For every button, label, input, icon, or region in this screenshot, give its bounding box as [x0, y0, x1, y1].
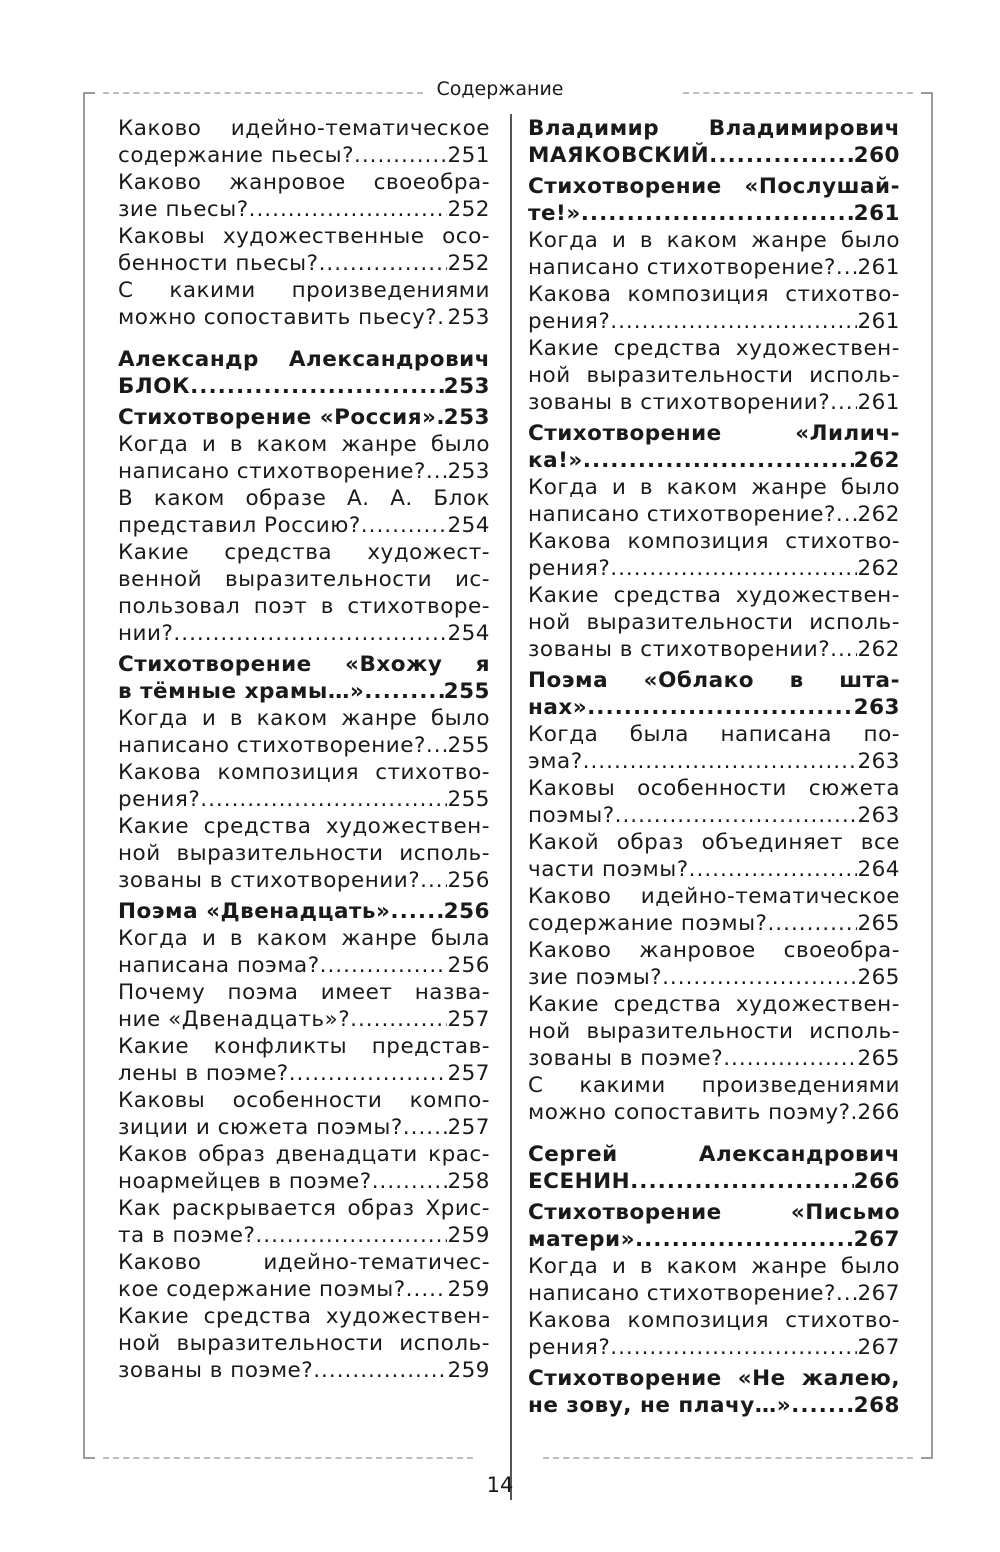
toc-entry-line: Почему поэма имеет назва- — [118, 980, 490, 1005]
toc-entry-text: зиции и сюжета поэмы? — [118, 1115, 403, 1140]
toc-entry-last-line — [528, 1280, 900, 1307]
toc-entry-last-line — [118, 898, 490, 925]
toc-question-entry — [118, 813, 490, 894]
dot-leader — [319, 250, 448, 277]
toc-entry-line: Каковы особенности сюжета — [528, 776, 900, 801]
dot-leader — [406, 1276, 448, 1303]
toc-work-entry — [118, 404, 490, 431]
dot-leader — [635, 1226, 854, 1253]
toc-page-number: 252 — [447, 251, 490, 276]
toc-question-entry — [528, 721, 900, 775]
toc-page-number: 267 — [857, 1335, 900, 1360]
toc-page-number: 266 — [853, 1169, 900, 1194]
dot-leader — [420, 867, 447, 894]
toc-entry-last-line — [118, 952, 490, 979]
toc-page-number: 261 — [853, 201, 900, 226]
toc-question-entry — [528, 775, 900, 829]
toc-work-entry — [528, 173, 900, 227]
toc-entry-line: Какие средства художествен- — [118, 1304, 490, 1329]
toc-entry-text: лены в поэме? — [118, 1061, 289, 1086]
toc-page-number: 253 — [443, 374, 490, 399]
toc-author-entry — [528, 1141, 900, 1195]
toc-entry-line: Какие средства художествен- — [528, 336, 900, 361]
toc-author-entry — [528, 115, 900, 169]
toc-page-number: 262 — [853, 448, 900, 473]
toc-question-entry — [528, 227, 900, 281]
toc-question-entry — [118, 277, 490, 331]
dot-leader — [689, 856, 858, 883]
toc-entry-last-line — [528, 1226, 900, 1253]
toc-entry-text: в тёмные храмы…» — [118, 679, 365, 704]
toc-page-number: 256 — [443, 899, 490, 924]
toc-entry-text: МАЯКОВСКИЙ — [528, 143, 710, 168]
dot-leader — [361, 512, 448, 539]
dot-leader — [350, 1006, 447, 1033]
toc-question-entry — [118, 705, 490, 759]
toc-question-entry — [118, 115, 490, 169]
toc-entry-line: Когда и в каком жанре было — [118, 706, 490, 731]
toc-page-number: 255 — [443, 679, 490, 704]
toc-question-entry — [528, 883, 900, 937]
dot-leader — [610, 308, 857, 335]
toc-entry-line: Каково жанровое своеобра- — [528, 938, 900, 963]
toc-entry-line: Какие средства художествен- — [528, 583, 900, 608]
toc-entry-text: рения? — [528, 1335, 611, 1360]
toc-entry-line: С какими произведениями — [528, 1073, 900, 1098]
dot-leader — [190, 373, 444, 400]
toc-page-number: 261 — [857, 309, 900, 334]
toc-entry-last-line — [118, 512, 490, 539]
toc-entry-line: Когда и в каком жанре было — [118, 432, 490, 457]
dot-leader — [583, 447, 854, 474]
toc-page-number: 259 — [447, 1223, 490, 1248]
toc-entry-last-line — [118, 1168, 490, 1195]
toc-entry-line: Стихотворение «Лилич- — [528, 421, 900, 446]
toc-entry-text: зие поэмы? — [528, 965, 663, 990]
toc-entry-last-line — [118, 142, 490, 169]
toc-entry-last-line — [118, 404, 490, 431]
toc-entry-line: Поэма «Облако в шта- — [528, 668, 900, 693]
toc-question-entry — [118, 1195, 490, 1249]
toc-entry-text: части поэмы? — [528, 857, 689, 882]
toc-page-number: 259 — [447, 1358, 490, 1383]
toc-entry-last-line — [118, 867, 490, 894]
toc-entry-text: написано стихотворение? — [528, 502, 836, 527]
toc-entry-text: зованы в поэме? — [528, 1046, 724, 1071]
toc-page-number: 257 — [447, 1115, 490, 1140]
toc-entry-last-line — [528, 1168, 900, 1195]
toc-entry-last-line — [528, 254, 900, 281]
toc-entry-line: Александр Александрович — [118, 347, 490, 372]
toc-page-number: 254 — [447, 513, 490, 538]
dot-leader — [320, 952, 448, 979]
dot-leader — [173, 620, 447, 647]
dot-leader — [255, 1222, 447, 1249]
toc-entry-text: содержание поэмы? — [528, 911, 768, 936]
toc-entry-last-line — [118, 620, 490, 647]
toc-entry-line: В каком образе А. А. Блок — [118, 486, 490, 511]
toc-entry-line: Когда и в каком жанре было — [528, 475, 900, 500]
dot-leader — [313, 1357, 447, 1384]
toc-author-entry — [118, 346, 490, 400]
toc-page-number: 253 — [447, 305, 490, 330]
toc-entry-last-line — [118, 250, 490, 277]
toc-entry-last-line — [528, 142, 900, 169]
toc-entry-last-line — [528, 447, 900, 474]
toc-entry-line: Какие средства художествен- — [528, 992, 900, 1017]
dot-leader — [426, 458, 448, 485]
toc-entry-last-line — [118, 786, 490, 813]
toc-entry-text: ЕСЕНИН — [528, 1169, 631, 1194]
dot-leader — [426, 732, 448, 759]
toc-entry-text: ка!» — [528, 448, 583, 473]
toc-entry-last-line — [118, 1006, 490, 1033]
toc-entry-line: Когда и в каком жанре была — [118, 926, 490, 951]
toc-entry-text: рения? — [118, 787, 201, 812]
toc-entry-text: Поэма «Двенадцать» — [118, 899, 391, 924]
toc-entry-last-line — [118, 1114, 490, 1141]
toc-entry-text: матери» — [528, 1227, 635, 1252]
toc-entry-last-line — [528, 200, 900, 227]
toc-question-entry — [118, 1141, 490, 1195]
toc-entry-line: Какие средства художествен- — [118, 814, 490, 839]
toc-entry-text: можно сопоставить пьесу? — [118, 305, 438, 330]
dot-leader — [289, 1060, 448, 1087]
dot-leader — [403, 1114, 448, 1141]
toc-entry-text: БЛОК — [118, 374, 191, 399]
toc-question-entry — [528, 937, 900, 991]
toc-entry-line: Каковы художественные осо- — [118, 224, 490, 249]
toc-work-entry — [118, 898, 490, 925]
toc-page-number: 259 — [447, 1277, 490, 1302]
toc-entry-last-line — [118, 678, 490, 705]
toc-entry-text: написано стихотворение? — [528, 255, 836, 280]
toc-page-number: 263 — [857, 803, 900, 828]
dot-leader — [836, 1280, 858, 1307]
toc-entry-last-line — [118, 373, 490, 400]
toc-page-number: 262 — [857, 502, 900, 527]
toc-entry-last-line — [528, 1392, 900, 1419]
dot-leader — [630, 1168, 853, 1195]
toc-page-number: 252 — [447, 197, 490, 222]
toc-question-entry — [118, 223, 490, 277]
toc-page-number: 264 — [857, 857, 900, 882]
toc-entry-text: написано стихотворение? — [118, 459, 426, 484]
toc-question-entry — [528, 474, 900, 528]
dot-leader — [610, 555, 857, 582]
toc-entry-line: Какой образ объединяет все — [528, 830, 900, 855]
toc-page-number: 262 — [857, 637, 900, 662]
toc-entry-last-line — [528, 748, 900, 775]
toc-entry-last-line — [118, 1222, 490, 1249]
dot-leader — [437, 304, 447, 331]
toc-page-number: 255 — [447, 787, 490, 812]
toc-entry-line: Стихотворение «Вхожу я — [118, 652, 490, 677]
toc-entry-last-line — [528, 555, 900, 582]
toc-entry-text: написано стихотворение? — [118, 733, 426, 758]
toc-entry-text: рения? — [528, 556, 611, 581]
toc-entry-last-line — [118, 458, 490, 485]
toc-page-number: 263 — [857, 749, 900, 774]
toc-entry-text: рения? — [528, 309, 611, 334]
dot-leader — [830, 636, 857, 663]
toc-page-number: 262 — [857, 556, 900, 581]
toc-question-entry — [528, 1307, 900, 1361]
dot-leader — [581, 200, 854, 227]
toc-question-entry — [528, 281, 900, 335]
toc-entry-line: Когда и в каком жанре было — [528, 1254, 900, 1279]
toc-question-entry — [118, 1249, 490, 1303]
toc-question-entry — [528, 829, 900, 883]
toc-page-number: 255 — [447, 733, 490, 758]
toc-entry-text: эма? — [528, 749, 583, 774]
dot-leader — [583, 748, 858, 775]
toc-question-entry — [118, 539, 490, 647]
toc-work-entry — [118, 651, 490, 705]
toc-entry-text: можно сопоставить поэму? — [528, 1100, 851, 1125]
dot-leader — [372, 1168, 448, 1195]
dot-leader — [364, 678, 443, 705]
toc-entry-last-line — [528, 1045, 900, 1072]
toc-entry-last-line — [528, 1334, 900, 1361]
toc-entry-line: Стихотворение «Не жалею, — [528, 1366, 900, 1391]
toc-entry-line: Какие конфликты представ- — [118, 1034, 490, 1059]
toc-page-number: 261 — [857, 390, 900, 415]
toc-entry-line: ной выразительности исполь- — [118, 841, 490, 866]
toc-entry-text: содержание пьесы? — [118, 143, 355, 168]
dot-leader — [851, 1099, 858, 1126]
toc-question-entry — [118, 1087, 490, 1141]
toc-page-number: 257 — [447, 1007, 490, 1032]
toc-entry-line: ной выразительности исполь- — [528, 1019, 900, 1044]
dot-leader — [200, 786, 447, 813]
toc-question-entry — [118, 979, 490, 1033]
toc-entry-last-line — [118, 1357, 490, 1384]
toc-entry-last-line — [528, 308, 900, 335]
toc-page-number: 265 — [857, 1046, 900, 1071]
toc-page-number: 258 — [447, 1169, 490, 1194]
toc-entry-line: Какова композиция стихотво- — [528, 282, 900, 307]
toc-page-number: 267 — [857, 1281, 900, 1306]
dot-leader — [662, 964, 857, 991]
toc-entry-last-line — [118, 1276, 490, 1303]
dot-leader — [436, 404, 443, 431]
toc-entry-text: те!» — [528, 201, 581, 226]
toc-entry-text: ноармейцев в поэме? — [118, 1169, 372, 1194]
toc-entry-line: Какова композиция стихотво- — [528, 529, 900, 554]
toc-question-entry — [528, 528, 900, 582]
toc-entry-last-line — [528, 636, 900, 663]
toc-page-number: 251 — [447, 143, 490, 168]
toc-question-entry — [528, 1253, 900, 1307]
dot-leader — [767, 910, 857, 937]
toc-entry-text: нах» — [528, 695, 588, 720]
toc-question-entry — [118, 169, 490, 223]
toc-entry-text: ние «Двенадцать»? — [118, 1007, 351, 1032]
toc-entry-line: Каково идейно-тематичес- — [118, 1250, 490, 1275]
toc-entry-line: Каково жанровое своеобра- — [118, 170, 490, 195]
toc-entry-text: та в поэме? — [118, 1223, 256, 1248]
toc-entry-text: зованы в стихотворении? — [528, 637, 831, 662]
toc-entry-text: нии? — [118, 621, 174, 646]
toc-page-number: 265 — [857, 965, 900, 990]
toc-entry-text: написано стихотворение? — [528, 1281, 836, 1306]
toc-entry-line: ной выразительности исполь- — [118, 1331, 490, 1356]
toc-entry-last-line — [118, 196, 490, 223]
toc-page-number: 265 — [857, 911, 900, 936]
toc-page-number: 268 — [853, 1393, 900, 1418]
toc-page-number: 261 — [857, 255, 900, 280]
dot-leader — [390, 898, 443, 925]
dot-leader — [836, 254, 858, 281]
toc-entry-line: ной выразительности исполь- — [528, 363, 900, 388]
dot-leader — [587, 694, 853, 721]
toc-entry-last-line — [528, 802, 900, 829]
toc-entry-last-line — [528, 1099, 900, 1126]
toc-entry-text: поэмы? — [528, 803, 615, 828]
toc-page-number: 263 — [853, 695, 900, 720]
toc-entry-line: Какие средства художест- — [118, 540, 490, 565]
toc-entry-last-line — [528, 910, 900, 937]
dot-leader — [354, 142, 447, 169]
toc-page-number: 253 — [447, 459, 490, 484]
toc-question-entry — [118, 1303, 490, 1384]
dot-leader — [610, 1334, 857, 1361]
toc-question-entry — [528, 1072, 900, 1126]
toc-entry-text: зие пьесы? — [118, 197, 249, 222]
toc-question-entry — [118, 759, 490, 813]
toc-question-entry — [528, 335, 900, 416]
dot-leader — [836, 501, 858, 528]
dot-leader — [709, 142, 853, 169]
toc-entry-line: Каковы особенности компо- — [118, 1088, 490, 1113]
toc-entry-last-line — [118, 732, 490, 759]
toc-entry-text: зованы в стихотворении? — [528, 390, 831, 415]
toc-entry-text: написана поэма? — [118, 953, 320, 978]
toc-work-entry — [528, 1199, 900, 1253]
toc-work-entry — [528, 420, 900, 474]
toc-page-number: 260 — [853, 143, 900, 168]
toc-entry-line: Какова композиция стихотво- — [528, 1308, 900, 1333]
toc-entry-text: зованы в поэме? — [118, 1358, 314, 1383]
toc-entry-line: венной выразительности ис- — [118, 567, 490, 592]
toc-entry-line: ной выразительности исполь- — [528, 610, 900, 635]
toc-entry-last-line — [528, 964, 900, 991]
toc-entry-text: Стихотворение «Россия» — [118, 405, 437, 430]
toc-page-number: 257 — [447, 1061, 490, 1086]
toc-entry-last-line — [118, 1060, 490, 1087]
dot-leader — [249, 196, 448, 223]
page-number: 14 — [486, 1473, 514, 1497]
dot-leader — [791, 1392, 853, 1419]
toc-page-number: 256 — [447, 868, 490, 893]
toc-entry-line: Когда была написана по- — [528, 722, 900, 747]
toc-page-number: 267 — [853, 1227, 900, 1252]
toc-question-entry — [118, 1033, 490, 1087]
toc-entry-text: кое содержание поэмы? — [118, 1277, 406, 1302]
toc-page-number: 256 — [447, 953, 490, 978]
toc-work-entry — [528, 1365, 900, 1419]
toc-entry-line: С какими произведениями — [118, 278, 490, 303]
toc-question-entry — [528, 991, 900, 1072]
toc-entry-last-line — [528, 856, 900, 883]
toc-question-entry — [118, 431, 490, 485]
toc-entry-line: Когда и в каком жанре было — [528, 228, 900, 253]
toc-entry-text: не зову, не плачу…» — [528, 1393, 792, 1418]
toc-right-column — [528, 115, 900, 1419]
toc-entry-last-line — [528, 694, 900, 721]
toc-work-entry — [528, 667, 900, 721]
toc-entry-line: Владимир Владимирович — [528, 116, 900, 141]
toc-entry-line: Каково идейно-тематическое — [528, 884, 900, 909]
dot-leader — [615, 802, 858, 829]
toc-page-number: 266 — [857, 1100, 900, 1125]
toc-entry-line: Как раскрывается образ Хрис- — [118, 1196, 490, 1221]
toc-entry-line: Сергей Александрович — [528, 1142, 900, 1167]
toc-entry-line: Каков образ двенадцати крас- — [118, 1142, 490, 1167]
toc-entry-last-line — [528, 389, 900, 416]
toc-page-number: 254 — [447, 621, 490, 646]
toc-entry-line: Стихотворение «Письмо — [528, 1200, 900, 1225]
toc-entry-line: Стихотворение «Послушай- — [528, 174, 900, 199]
toc-entry-text: бенности пьесы? — [118, 251, 319, 276]
column-divider — [510, 114, 512, 1500]
running-head: Содержание — [436, 78, 564, 100]
toc-entry-line: Какова композиция стихотво- — [118, 760, 490, 785]
toc-entry-last-line — [118, 304, 490, 331]
toc-page-number: 253 — [443, 405, 490, 430]
toc-entry-text: зованы в стихотворении? — [118, 868, 421, 893]
toc-entry-text: представил Россию? — [118, 513, 361, 538]
toc-entry-last-line — [528, 501, 900, 528]
toc-entry-line: Каково идейно-тематическое — [118, 116, 490, 141]
toc-question-entry — [118, 925, 490, 979]
dot-leader — [723, 1045, 857, 1072]
toc-question-entry — [118, 485, 490, 539]
toc-question-entry — [528, 582, 900, 663]
dot-leader — [830, 389, 857, 416]
toc-entry-line: пользовал поэт в стихотворе- — [118, 594, 490, 619]
toc-left-column — [118, 115, 490, 1384]
